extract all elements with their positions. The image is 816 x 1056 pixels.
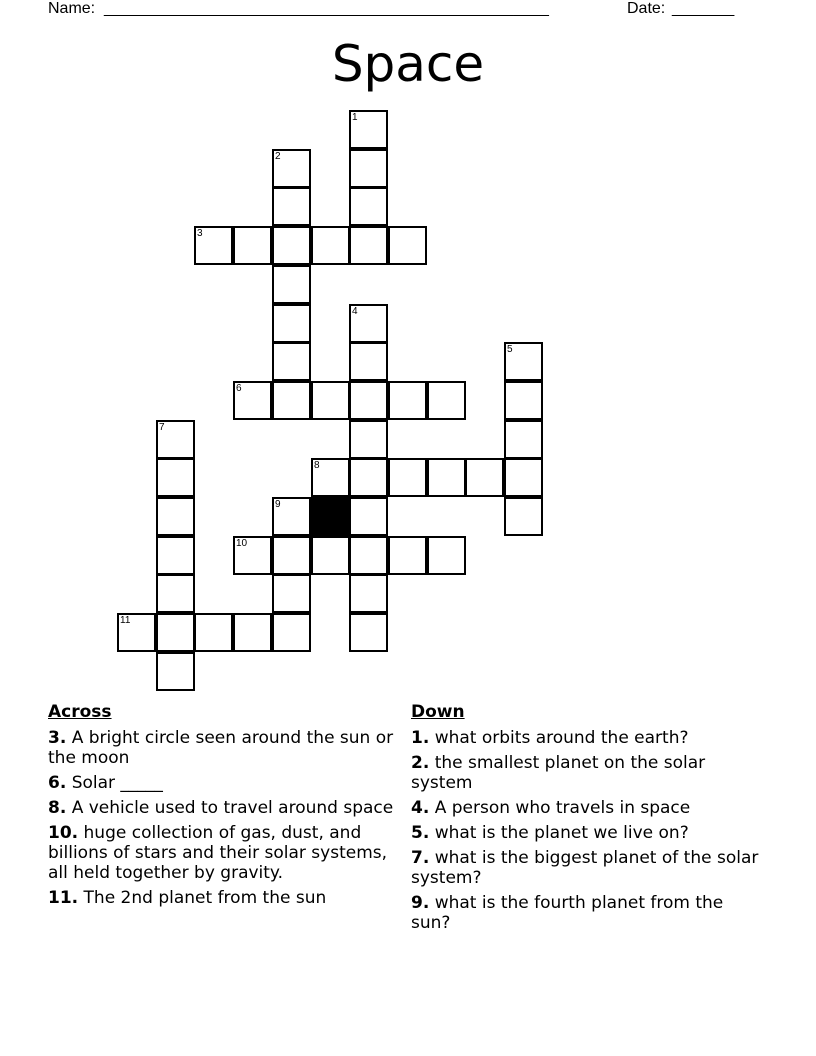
answer-cell[interactable]: [233, 381, 272, 420]
page-title: Space: [331, 35, 485, 93]
answer-cell[interactable]: [349, 187, 388, 226]
clue-number: 9.: [411, 893, 430, 913]
answer-cell[interactable]: [233, 536, 272, 575]
clue-down-7: [411, 848, 763, 888]
answer-cell[interactable]: [427, 536, 466, 575]
clue-across-6: [48, 773, 400, 793]
answer-cell[interactable]: [156, 420, 195, 459]
clue-across-11: [48, 888, 400, 908]
answer-cell[interactable]: [504, 458, 543, 497]
answer-cell[interactable]: [349, 381, 388, 420]
clue-number-label: 11: [120, 615, 131, 626]
clue-text: what orbits around the earth?: [434, 728, 689, 748]
answer-cell[interactable]: [504, 420, 543, 459]
answer-cell[interactable]: [194, 226, 233, 265]
clue-text: the smallest planet on the solar system: [411, 753, 706, 793]
down-heading: Down: [411, 702, 465, 722]
answer-cell[interactable]: [465, 458, 504, 497]
clue-text: what is the planet we live on?: [434, 823, 689, 843]
answer-cell[interactable]: [388, 381, 427, 420]
answer-cell[interactable]: [388, 458, 427, 497]
answer-cell[interactable]: [349, 226, 388, 265]
clue-number: 3.: [48, 728, 67, 748]
answer-cell[interactable]: [272, 265, 311, 304]
name-field[interactable]: __________________________________________________: [104, 0, 549, 17]
answer-cell[interactable]: [272, 497, 311, 536]
answer-cell[interactable]: [272, 613, 311, 652]
answer-cell[interactable]: [156, 652, 195, 691]
answer-cell[interactable]: [311, 458, 350, 497]
clue-across-8: [48, 798, 400, 818]
answer-cell[interactable]: [272, 381, 311, 420]
clue-text: huge collection of gas, dust, and billions of stars and their solar systems, all held together by gravity.: [48, 823, 388, 883]
answer-cell[interactable]: [233, 226, 272, 265]
clue-number-label: 4: [352, 306, 358, 317]
answer-cell[interactable]: [349, 342, 388, 381]
clue-number-label: 7: [159, 422, 165, 433]
across-heading: Across: [48, 702, 112, 722]
answer-cell[interactable]: [349, 110, 388, 149]
clue-number-label: 5: [507, 344, 513, 355]
date-label: Date:: [627, 0, 666, 17]
answer-cell[interactable]: [427, 458, 466, 497]
clue-text: The 2nd planet from the sun: [83, 888, 327, 908]
clue-number: 10.: [48, 823, 79, 843]
clue-text: A vehicle used to travel around space: [71, 798, 394, 818]
answer-cell[interactable]: [504, 381, 543, 420]
clue-across-3: [48, 728, 400, 768]
name-label: Name:: [48, 0, 96, 17]
answer-cell[interactable]: [349, 458, 388, 497]
clue-number: 4.: [411, 798, 430, 818]
answer-cell[interactable]: [272, 149, 311, 188]
answer-cell[interactable]: [272, 226, 311, 265]
clue-text: what is the fourth planet from the sun?: [411, 893, 724, 933]
clue-number-label: 3: [197, 228, 203, 239]
answer-cell[interactable]: [349, 536, 388, 575]
clue-number: 8.: [48, 798, 67, 818]
answer-cell[interactable]: [233, 613, 272, 652]
answer-cell[interactable]: [272, 574, 311, 613]
clue-number-label: 10: [236, 538, 248, 549]
down-clues: [411, 702, 763, 938]
clue-down-5: [411, 823, 763, 843]
answer-cell[interactable]: [504, 342, 543, 381]
answer-cell[interactable]: [311, 536, 350, 575]
answer-cell[interactable]: [272, 304, 311, 343]
clue-text: A bright circle seen around the sun or the moon: [48, 728, 394, 768]
clue-number: 11.: [48, 888, 79, 908]
clue-text: what is the biggest planet of the solar system?: [411, 848, 759, 888]
answer-cell[interactable]: [156, 458, 195, 497]
answer-cell[interactable]: [272, 187, 311, 226]
answer-cell[interactable]: [156, 613, 195, 652]
date-field[interactable]: _______: [672, 0, 735, 17]
clue-down-2: [411, 753, 763, 793]
clue-number: 6.: [48, 773, 67, 793]
clue-number-label: 9: [275, 499, 281, 510]
across-clues: [48, 702, 400, 913]
answer-cell[interactable]: [504, 497, 543, 536]
answer-cell[interactable]: [272, 342, 311, 381]
answer-cell[interactable]: [156, 497, 195, 536]
answer-cell[interactable]: [349, 574, 388, 613]
clue-number-label: 2: [275, 151, 281, 162]
answer-cell[interactable]: [272, 536, 311, 575]
clue-text: Solar _____: [71, 773, 163, 793]
clue-down-1: [411, 728, 763, 748]
clue-number-label: 1: [352, 112, 358, 123]
answer-cell[interactable]: [156, 536, 195, 575]
answer-cell[interactable]: [311, 226, 350, 265]
answer-cell[interactable]: [388, 536, 427, 575]
clue-text: A person who travels in space: [434, 798, 691, 818]
answer-cell[interactable]: [388, 226, 427, 265]
clue-number: 2.: [411, 753, 430, 773]
clue-number: 5.: [411, 823, 430, 843]
answer-cell[interactable]: [156, 574, 195, 613]
answer-cell[interactable]: [427, 381, 466, 420]
clue-down-9: [411, 893, 763, 933]
answer-cell[interactable]: [349, 304, 388, 343]
answer-cell[interactable]: [349, 149, 388, 188]
answer-cell[interactable]: [349, 613, 388, 652]
answer-cell[interactable]: [349, 497, 388, 536]
answer-cell[interactable]: [194, 613, 233, 652]
answer-cell[interactable]: [311, 381, 350, 420]
blocked-cell: [311, 497, 350, 536]
clue-number-label: 6: [236, 383, 242, 394]
clue-number-label: 8: [314, 460, 320, 471]
clue-across-10: [48, 823, 400, 883]
clue-number: 1.: [411, 728, 430, 748]
clue-number: 7.: [411, 848, 430, 868]
clue-down-4: [411, 798, 763, 818]
answer-cell[interactable]: [349, 420, 388, 459]
answer-cell[interactable]: [117, 613, 156, 652]
